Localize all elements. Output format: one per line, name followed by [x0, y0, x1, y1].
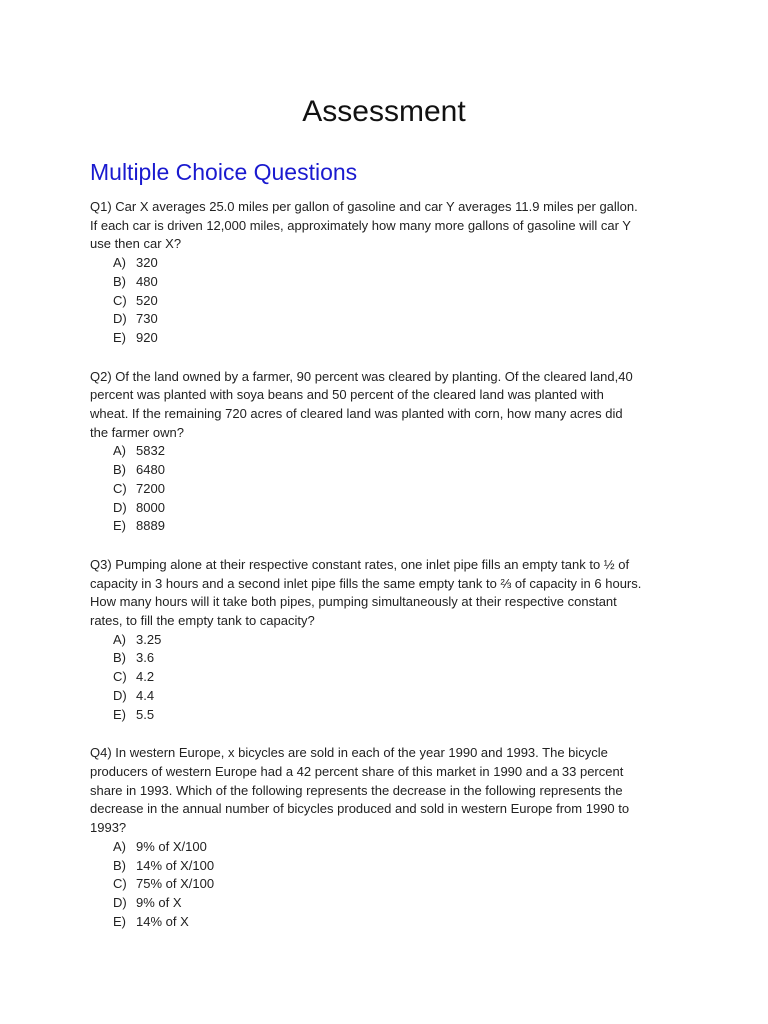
option-text: 8889 [136, 518, 165, 534]
option-letter: D) [113, 687, 127, 703]
answer-option [113, 706, 690, 725]
question-text: Q4) In western Europe, x bicycles are sold in each of the year 1990 and 1993. The bicycle producers of western Europe had a 42 percent share of this market in 1990 and a 33 percent share in 1993. Which of the following represents the decrease in the following represents the decrease in the annual number of bicycles produced and sold in western Europe from 1990 to 1993? [90, 745, 630, 836]
option-letter: A) [113, 838, 126, 854]
answer-option [113, 329, 690, 348]
answer-option [113, 838, 690, 857]
option-letter: E) [113, 706, 126, 722]
answer-option [113, 273, 690, 292]
answer-options [90, 254, 690, 348]
option-letter: B) [113, 857, 126, 873]
option-text: 730 [136, 311, 158, 327]
option-text: 3.25 [136, 631, 162, 647]
answer-options [90, 442, 690, 536]
answer-option [113, 499, 690, 518]
option-text: 9% of X [136, 894, 182, 910]
option-text: 320 [136, 255, 158, 271]
option-letter: A) [113, 443, 126, 459]
answer-option [113, 292, 690, 311]
option-text: 75% of X/100 [136, 876, 215, 892]
option-text: 920 [136, 329, 158, 345]
option-letter: C) [113, 480, 127, 496]
answer-option [113, 649, 690, 668]
answer-option [113, 254, 690, 273]
option-letter: D) [113, 499, 127, 515]
option-letter: A) [113, 631, 126, 647]
option-text: 520 [136, 292, 158, 308]
option-text: 3.6 [136, 650, 155, 666]
option-text: 9% of X/100 [136, 838, 207, 854]
answer-option [113, 517, 690, 536]
answer-option [113, 631, 690, 650]
option-letter: E) [113, 329, 126, 345]
question-2 [90, 368, 690, 536]
answer-option [113, 687, 690, 706]
option-text: 480 [136, 273, 158, 289]
section-heading: Multiple Choice Questions [90, 159, 358, 185]
option-text: 8000 [136, 499, 165, 515]
option-text: 6480 [136, 462, 165, 478]
question-4 [90, 744, 690, 931]
answer-options [90, 631, 690, 725]
option-text: 4.4 [136, 687, 155, 703]
question-text: Q3) Pumping alone at their respective constant rates, one inlet pipe fills an empty tank to ½ of capacity in 3 hours and a second inlet pipe fills the same empty tank to ⅔ of capacity in 6 hours. How many hours will it take both pipes, pumping simultaneously at their respective constant rates, to fill the empty tank to capacity? [90, 556, 642, 629]
answer-option [113, 913, 690, 932]
answer-option [113, 461, 690, 480]
answer-options [90, 838, 690, 932]
question-list [90, 198, 690, 951]
answer-option [113, 857, 690, 876]
option-letter: B) [113, 273, 126, 289]
answer-option [113, 875, 690, 894]
option-letter: E) [113, 913, 126, 929]
option-text: 14% of X [136, 913, 189, 929]
answer-option [113, 668, 690, 687]
option-letter: C) [113, 876, 127, 892]
option-letter: B) [113, 462, 126, 478]
answer-option [113, 442, 690, 461]
option-letter: A) [113, 255, 126, 271]
option-text: 7200 [136, 480, 165, 496]
option-letter: C) [113, 669, 127, 685]
option-letter: D) [113, 311, 127, 327]
option-letter: D) [113, 894, 127, 910]
question-text: Q2) Of the land owned by a farmer, 90 percent was cleared by planting. Of the cleared land,40 percent was planted with soya beans and 50 percent of the cleared land was planted with wheat. If the remaining 720 acres of cleared land was planted with corn, how many acres did the farmer own? [90, 368, 633, 440]
question-text: Q1) Car X averages 25.0 miles per gallon of gasoline and car Y averages 11.9 miles per gallon. If each car is driven 12,000 miles, approximately how many more gallons of gasoline will car Y use then car X? [90, 199, 638, 252]
option-letter: E) [113, 518, 126, 534]
option-text: 5832 [136, 443, 165, 459]
answer-option [113, 480, 690, 499]
option-text: 14% of X/100 [136, 857, 215, 873]
document-title: Assessment [302, 95, 466, 128]
option-letter: B) [113, 650, 126, 666]
option-text: 4.2 [136, 669, 155, 685]
option-text: 5.5 [136, 706, 155, 722]
option-letter: C) [113, 292, 127, 308]
answer-option [113, 310, 690, 329]
question-1 [90, 198, 690, 348]
question-3 [90, 556, 690, 724]
answer-option [113, 894, 690, 913]
